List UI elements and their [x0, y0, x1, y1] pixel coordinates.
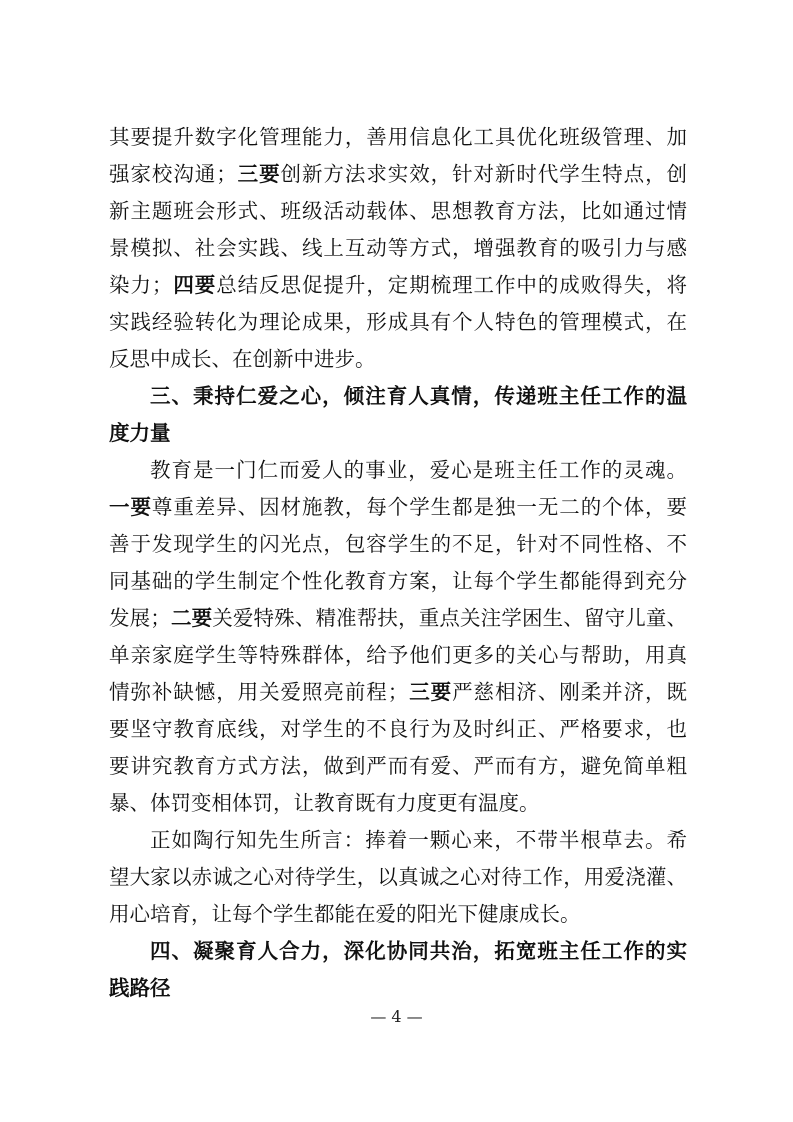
- text-run: 情弥补缺憾，用关爱照亮前程；: [109, 680, 409, 704]
- bold-keyword: 一要: [109, 495, 152, 519]
- section-heading-line: 度力量: [109, 421, 171, 445]
- paragraph-line: 景模拟、社会实践、线上互动等方式，增强教育的吸引力与感: [109, 236, 687, 260]
- text-run: 总结反思促提升，定期梳理工作中的成败得失，将: [216, 273, 687, 297]
- paragraph-line: 正如陶行知先生所言：捧着一颗心来，不带半根草去。希: [150, 828, 687, 852]
- paragraph-line: 实践经验转化为理论成果，形成具有个人特色的管理模式，在: [109, 310, 687, 334]
- paragraph-line: 望大家以赤诚之心对待学生，以真诚之心对待工作，用爱浇灌、: [109, 865, 687, 889]
- paragraph-line: [109, 267, 687, 304]
- section-heading-line: 四、凝聚育人合力，深化协同共治，拓宽班主任工作的实: [150, 939, 687, 963]
- bold-keyword: 三要: [408, 680, 453, 704]
- text-run: 关爱特殊、精准帮扶，重点关注学困生、留守儿童、: [212, 606, 687, 630]
- paragraph-line: 要坚守教育底线，对学生的不良行为及时纠正、严格要求，也: [109, 717, 687, 741]
- bold-keyword: 二要: [170, 606, 213, 630]
- paragraph-line: [109, 600, 687, 637]
- section-heading-line: 践路径: [109, 976, 171, 1000]
- paragraph-line: 教育是一门仁而爱人的事业，爱心是班主任工作的灵魂。: [150, 458, 687, 482]
- page-number: — 4 —: [370, 1007, 423, 1026]
- paragraph-line: 反思中成长、在创新中进步。: [109, 347, 376, 371]
- paragraph-line: 善于发现学生的闪光点，包容学生的不足，针对不同性格、不: [109, 532, 687, 556]
- bold-keyword: 三要: [236, 162, 281, 186]
- text-run: 染力；: [109, 273, 173, 297]
- text-run: 强家校沟通；: [109, 162, 237, 186]
- paragraph-line: 其要提升数字化管理能力，善用信息化工具优化班级管理、加: [109, 125, 687, 149]
- paragraph-line: 同基础的学生制定个性化教育方案，让每个学生都能得到充分: [109, 569, 687, 593]
- body-text: [109, 119, 687, 1007]
- paragraph-line: 新主题班会形式、班级活动载体、思想教育方法，比如通过情: [109, 199, 687, 223]
- text-run: 尊重差异、因材施教，每个学生都是独一无二的个体，要: [151, 495, 687, 519]
- text-run: 严慈相济、刚柔并济，既: [452, 680, 687, 704]
- paragraph-line: [109, 156, 687, 193]
- paragraph-line: 单亲家庭学生等特殊群体，给予他们更多的关心与帮助，用真: [109, 643, 687, 667]
- section-heading-line: 三、秉持仁爱之心，倾注育人真情，传递班主任工作的温: [150, 384, 687, 408]
- bold-keyword: 四要: [172, 273, 217, 297]
- paragraph-line: 用心培育，让每个学生都能在爱的阳光下健康成长。: [109, 902, 581, 926]
- text-run: 创新方法求实效，针对新时代学生特点，创: [280, 162, 687, 186]
- paragraph-line: [109, 489, 687, 526]
- paragraph-line: 要讲究教育方式方法，做到严而有爱、严而有方，避免简单粗: [109, 754, 687, 778]
- paragraph-line: 暴、体罚变相体罚，让教育既有力度更有温度。: [109, 791, 540, 815]
- text-run: 发展；: [109, 606, 171, 630]
- paragraph-line: [109, 674, 687, 711]
